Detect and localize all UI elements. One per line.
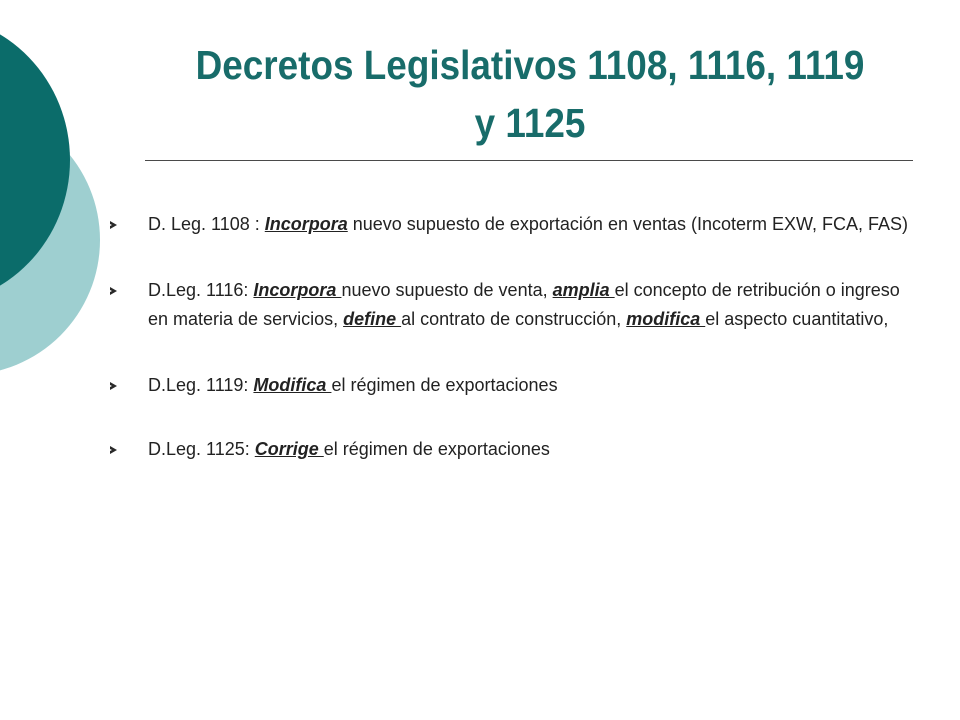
bullet-text: D. Leg. 1108 : — [148, 214, 265, 234]
bullet-text: el régimen de exportaciones — [323, 439, 550, 459]
bullet-keyword: Corrige — [254, 439, 324, 459]
bullet-text: nuevo supuesto de exportación en ventas (Incoterm EXW, FCA, FAS) — [347, 214, 909, 234]
bullet-text: D.Leg. 1116: — [148, 280, 254, 300]
bullet-item-dleg-1119 — [110, 371, 920, 400]
bullet-keyword: Incorpora — [264, 214, 348, 234]
bullet-item-dleg-1125 — [110, 435, 920, 464]
bullet-text: D.Leg. 1125: — [148, 439, 255, 459]
bullet-keyword: Modifica — [253, 375, 332, 395]
slide-title — [188, 36, 872, 152]
slide-title-line-2: y 1125 — [474, 100, 586, 146]
bullet-arrow-icon — [110, 446, 117, 454]
bullet-arrow-icon — [110, 221, 117, 229]
bullet-keyword: modifica — [626, 309, 706, 329]
bullet-list — [110, 210, 920, 464]
title-divider — [145, 160, 913, 161]
bullet-text: el aspecto cuantitativo, — [705, 309, 889, 329]
bullet-keyword: define — [343, 309, 402, 329]
bullet-arrow-icon — [110, 382, 117, 390]
bullet-item-dleg-1108 — [110, 210, 920, 239]
bullet-keyword: amplia — [552, 280, 615, 300]
bullet-text: al contrato de construcción, — [401, 309, 627, 329]
bullet-text: D.Leg. 1119: — [148, 375, 254, 395]
bullet-keyword: Incorpora — [253, 280, 342, 300]
bullet-text: el concepto de retribución o ingreso en materia de servicios, — [148, 280, 900, 329]
slide-title-line-1: Decretos Legislativos 1108, 1116, 1119 — [195, 42, 865, 88]
bullet-item-dleg-1116 — [110, 276, 920, 334]
bullet-arrow-icon — [110, 287, 117, 295]
bullet-text: nuevo supuesto de venta, — [341, 280, 553, 300]
bullet-text: el régimen de exportaciones — [331, 375, 558, 395]
